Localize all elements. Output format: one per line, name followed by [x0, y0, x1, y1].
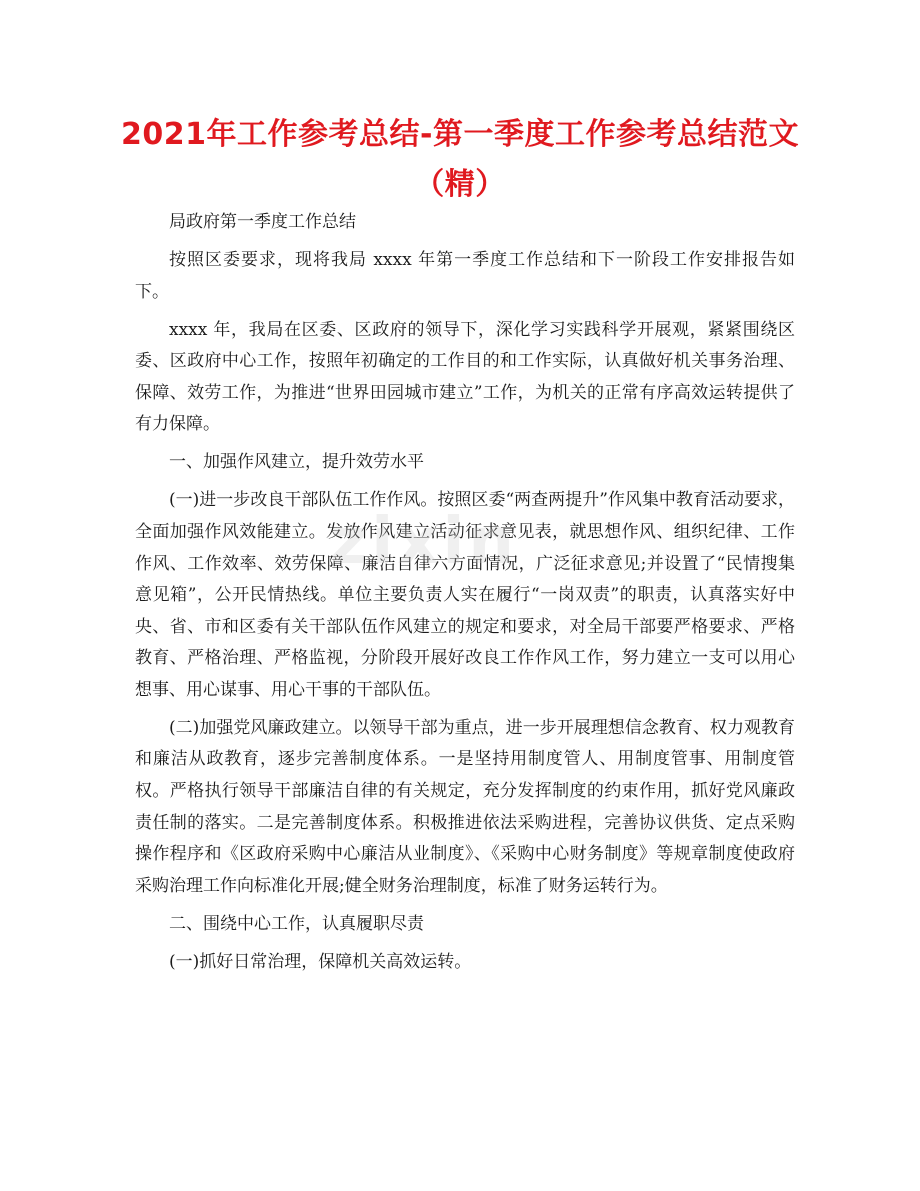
paragraph: (一)进一步改良干部队伍工作作风。按照区委“两查两提升”作风集中教育活动要求，全面加强作风效能建立。发放作风建立活动征求意见表，就思想作风、组织纪律、工作作风、工作效率、效劳保障、廉洁自律六方面情况，广泛征求意见;并设置了“民情搜集意见箱”，公开民情热线。单位主要负责人实在履行“一岗双责”的职责，认真落实好中央、省、市和区委有关干部队伍作风建立的规定和要求，对全局干部要严格要求、严格教育、严格治理、严格监视，分阶段开展好改良工作作风工作，努力建立一支可以用心想事、用心谋事、用心干事的干部队伍。 — [135, 490, 795, 700]
watermark: zixin — [330, 505, 518, 579]
section-heading: 一、加强作风建立，提升效劳水平 — [169, 452, 424, 473]
document-body — [135, 207, 795, 985]
paragraph-heading: 局政府第一季度工作总结 — [169, 212, 356, 232]
section-heading: 二、围绕中心工作，认真履职尽责 — [169, 913, 424, 934]
paragraph: (一)抓好日常治理，保障机关高效运转。 — [169, 951, 472, 972]
paragraph: 按照区委要求，现将我局 xxxx 年第一季度工作总结和下一阶段工作安排报告如下。 — [135, 249, 795, 302]
paragraph: (二)加强党风廉政建立。以领导干部为重点，进一步开展理想信念教育、权力观教育和廉洁从政教育，逐步完善制度体系。一是坚持用制度管人、用制度管事、用制度管权。严格执行领导干部廉洁自律的有关规定，充分发挥制度的约束作用，抓好党风廉政责任制的落实。二是完善制度体系。积极推进依法采购进程，完善协议供货、定点采购操作程序和《区政府采购中心廉洁从业制度》、《采购中心财务制度》等规章制度使政府采购治理工作向标准化开展;健全财务治理制度，标准了财务运转行为。 — [135, 717, 795, 896]
document-title: 2021年工作参考总结-第一季度工作参考总结范文（精） — [121, 117, 799, 202]
paragraph: xxxx 年，我局在区委、区政府的领导下，深化学习实践科学开展观，紧紧围绕区委、区政府中心工作，按照年初确定的工作目的和工作实际，认真做好机关事务治理、保障、效劳工作，为推进“世界田园城市建立”工作，为机关的正常有序高效运转提供了有力保障。 — [135, 319, 795, 435]
